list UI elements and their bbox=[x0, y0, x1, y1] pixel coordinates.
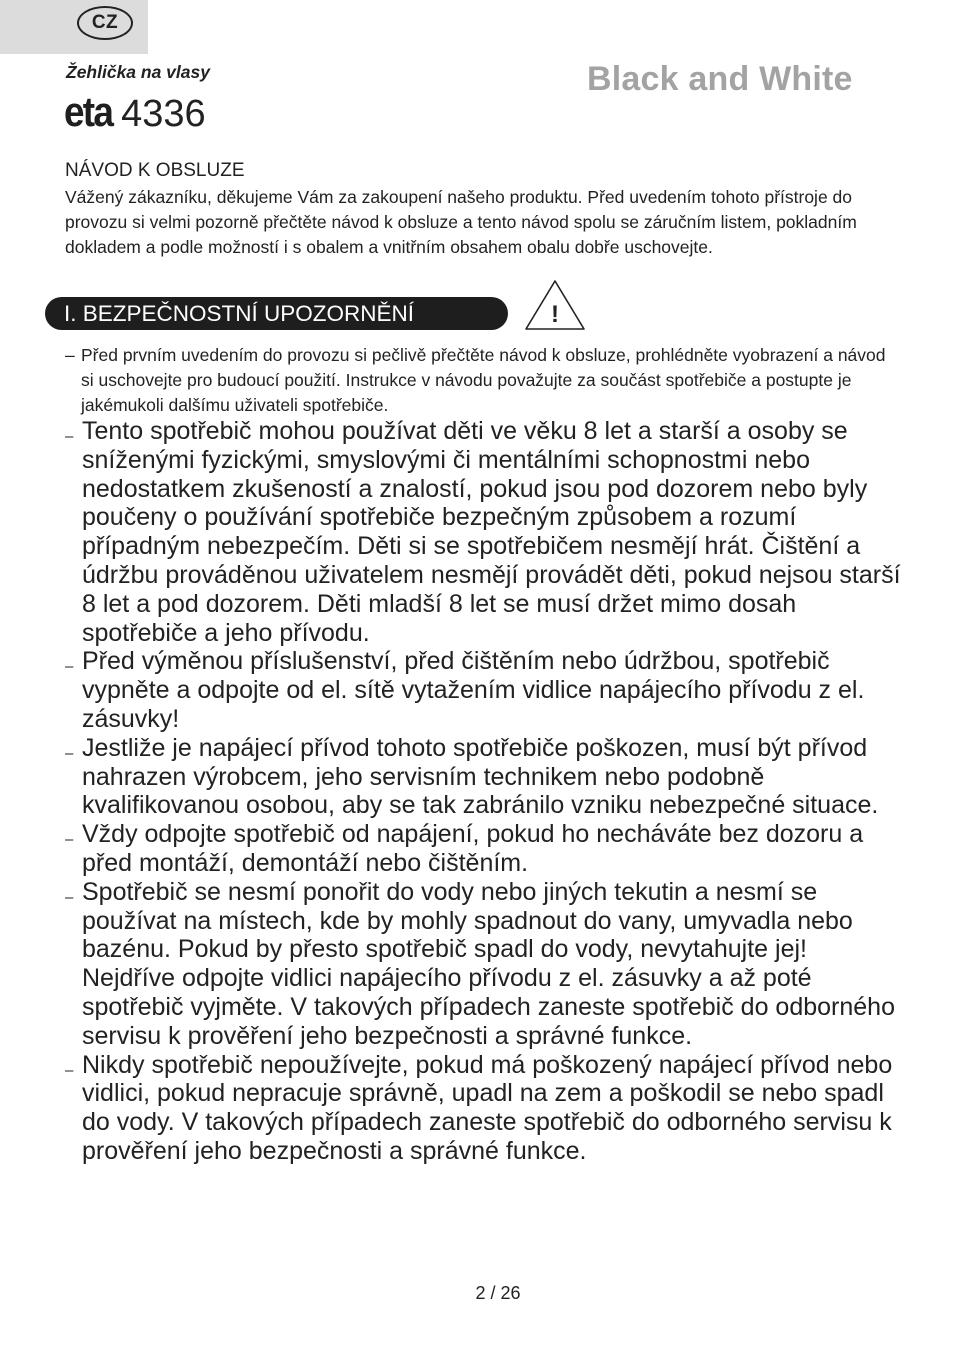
safety-list bbox=[65, 417, 905, 1166]
list-dash: – bbox=[65, 831, 74, 849]
safety-item-text: Před výměnou příslušenství, před čištěním nebo údržbou, spotřebič vypněte a odpojte od el. sítě vytažením vidlice napájecího přívodu z el. zásuvky! bbox=[82, 647, 865, 733]
list-item bbox=[65, 647, 905, 733]
safety-item-text: Jestliže je napájecí přívod tohoto spotřebiče poškozen, musí být přívod nahrazen výrobcem, jeho servisním technikem nebo podobně kvalifikovanou osobou, aby se tak zabránilo vzniku nebezpečné situace. bbox=[82, 733, 879, 820]
list-item bbox=[65, 878, 905, 1051]
edition-label: Black and White bbox=[587, 60, 853, 98]
model-number: 4336 bbox=[121, 93, 206, 135]
safety-item-text: Před prvním uvedením do provozu si pečlivě přečtěte návod k obsluze, prohlédněte vyobrazení a návod si uschovejte pro budoucí použití. Instrukce v návodu považujte za součást spotřebiče a postupte je jakémukoli dalšímu uživateli spotřebiče. bbox=[81, 345, 886, 415]
list-item bbox=[65, 820, 905, 878]
language-tab bbox=[0, 0, 148, 54]
list-dash: – bbox=[65, 345, 75, 365]
eta-logo: eta bbox=[64, 88, 113, 135]
page-separator: / bbox=[485, 1283, 501, 1303]
safety-item-text: Vždy odpojte spotřebič od napájení, pokud ho necháváte bez dozoru a před montáží, demontáží nebo čištěním. bbox=[82, 820, 864, 877]
section-heading: I. BEZPEČNOSTNÍ UPOZORNĚNÍ bbox=[45, 297, 508, 330]
warning-triangle-icon bbox=[524, 279, 586, 331]
safety-item-text: Tento spotřebič mohou používat děti ve věku 8 let a starší a osoby se sníženými fyzickými, smyslovými či mentálními schopnostmi nebo nedostatkem zkušeností a znalostí, pokud jsou pod dozorem nebo byly poučeny o používání spotřebiče bezpečným způsobem a rozumí případným nebezpečím. Děti si se spotřebičem nesmějí hrát. Čištění a údržbu prováděnou uživatelem nesmějí provádět děti, pokud nejsou starší 8 let a pod dozorem. Děti mladší 8 let se musí držet mimo dosah spotřebiče a jeho přívodu. bbox=[82, 417, 901, 647]
list-dash: – bbox=[65, 888, 74, 906]
page-total: 26 bbox=[500, 1283, 521, 1303]
list-dash: – bbox=[65, 744, 74, 762]
intro-paragraph: Vážený zákazníku, děkujeme Vám za zakoupení našeho produktu. Před uvedením tohoto přístroje do provozu si velmi pozorně přečtěte návod k obsluze a tento návod spolu se záručním listem, pokladním dokladem a podle možností i s obalem a vnitřním obsahem obalu dobře uschovejte. bbox=[65, 187, 857, 257]
safety-item-text: Nikdy spotřebič nepoužívejte, pokud má poškozený napájecí přívod nebo vidlici, pokud nepracuje správně, upadl na zem a poškodil se nebo spadl do vody. V takových případech zaneste spotřebič do odborného servisu k prověření jeho bezpečnosti a správné funkce. bbox=[82, 1050, 893, 1165]
list-dash: – bbox=[65, 1061, 74, 1079]
manual-heading: NÁVOD K OBSLUZE bbox=[65, 160, 245, 181]
list-item bbox=[65, 417, 905, 647]
model-title bbox=[64, 88, 206, 136]
page-number bbox=[0, 1283, 954, 1304]
page-current: 2 bbox=[475, 1283, 486, 1303]
product-name: Žehlička na vlasy bbox=[66, 62, 210, 82]
list-item bbox=[65, 1051, 905, 1166]
warning-exclamation: ! bbox=[551, 301, 559, 328]
list-dash: – bbox=[65, 428, 74, 445]
list-item bbox=[65, 734, 905, 820]
language-badge: CZ bbox=[77, 6, 133, 40]
list-dash: – bbox=[65, 658, 74, 676]
safety-item-intro bbox=[65, 343, 895, 418]
safety-item-text: Spotřebič se nesmí ponořit do vody nebo jiných tekutin a nesmí se používat na místech, kde by mohly spadnout do vany, umyvadla nebo bazénu. Pokud by přesto spotřebič spadl do vody, nevytahujte jej! Nejdříve odpojte vidlici napájecího přívodu z el. zásuvky a až poté spotřebič vyjměte. V takových případech zaneste spotřebič do odborného servisu k prověření jeho bezpečnosti a správné funkce. bbox=[82, 877, 895, 1050]
